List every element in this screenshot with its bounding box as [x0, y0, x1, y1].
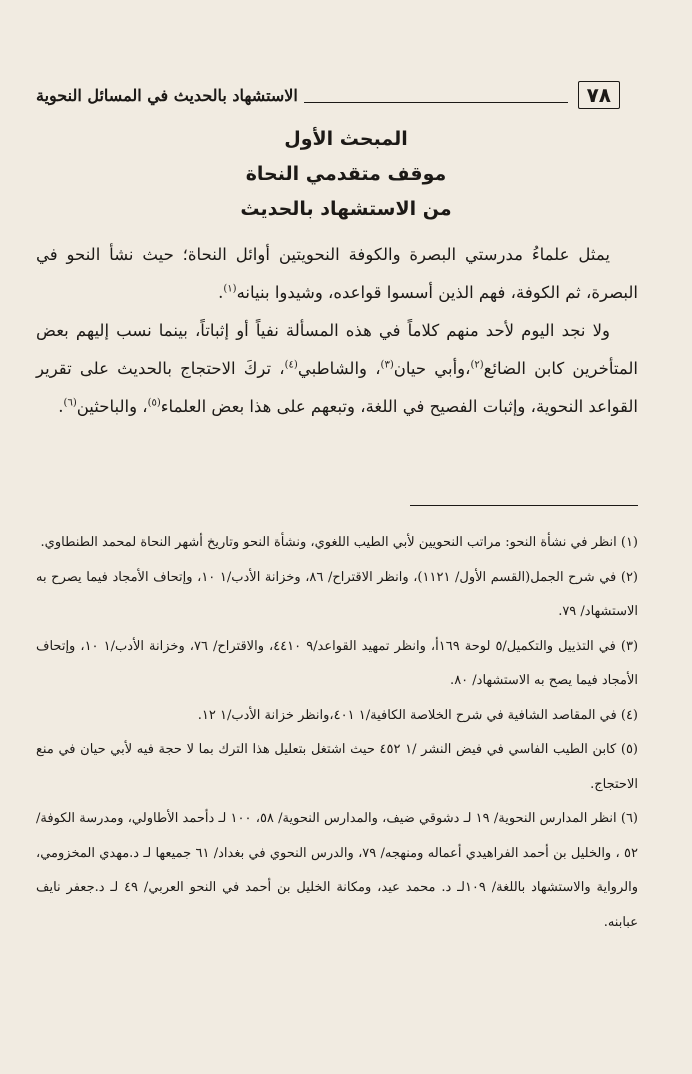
- footnote-6: (٦) انظر المدارس النحوية/ ١٩ لـ دشوقي ضيف، والمدارس النحوية/ ٥٨، ١٠٠ لـ دأحمد الأطاولي، ومدرسة الكوفة/ ٥٢ ، والخليل بن أحمد الفراهيدي أعماله ومنهجه/ ٧٩، والدرس النحوي في بغداد/ ٦١ جميعها لـ د.مهدي المخزومي، والرواية والاستشهاد باللغة/ ١٠٩لـ د. محمد عيد، ومكانة الخليل بن أحمد في النحو العربي/ ٤٩ لـ د.جعفر نايف عبابنه.: [36, 811, 638, 930]
- footnote-ref-1[interactable]: (١): [223, 283, 237, 295]
- paragraph-1: يمثل علماءُ مدرستي البصرة والكوفة النحويتين أوائل النحاة؛ حيث نشأ النحو في البصرة، ثم الكوفة، فهم الذين أسسوا قواعده، وشيدوا بنيانه$^{(١)}$.: [36, 245, 638, 302]
- footnote-1: (١) انظر في نشأة النحو: مراتب النحويين لأبي الطيب اللغوي، ونشأة النحو وتاريخ أشهر النحاة لمحمد الطنطاوي.: [40, 535, 638, 550]
- paragraph-2-text-a: ولا نجد اليوم لأحد منهم كلاماً في هذه المسألة نفياً أو إثباتاً، بينما نسب إليهم بعض المتأخرين كابن الضائع: [36, 321, 639, 378]
- body-text: [36, 236, 638, 426]
- footnote-ref-6[interactable]: (٦): [63, 397, 77, 409]
- footnote-ref-5[interactable]: (٥): [147, 397, 161, 409]
- paragraph-2-text-e: ، والباحثين: [76, 397, 148, 416]
- paragraph-2-text-d: ، تركَ الاحتجاج بالحديث على تقرير القواعد النحوية، وإثبات الفصيح في اللغة، وتبعهم على هذا بعض العلماء: [36, 359, 638, 416]
- paragraph-2-text-c: ، والشاطبي: [297, 359, 381, 378]
- footnotes: [36, 526, 638, 940]
- footnote-2: (٢) في شرح الجمل(القسم الأول/ ١١٢١)، وانظر الاقتراح/ ٨٦، وخزانة الأدب/١ ١٠، وإتحاف الأمجاد فيما يصرح به الاستشهاد/ ٧٩.: [36, 569, 638, 619]
- footnote-ref-2[interactable]: (٢): [470, 359, 484, 371]
- header-rule: [304, 102, 568, 103]
- footnote-ref-3[interactable]: (٣): [380, 359, 394, 371]
- chapter-subtitle: من الاستشهاد بالحديث: [240, 198, 452, 220]
- page-number: ٧٨: [578, 81, 620, 109]
- paragraph-2-end: .: [58, 397, 64, 416]
- footnote-4: (٤) في المقاصد الشافية في شرح الخلاصة الكافية/١ ٤٠١،وانظر خزانة الأدب/١ ١٢.: [197, 707, 638, 723]
- paragraph-2-text-b: ،وأبي حيان: [393, 359, 471, 378]
- running-title: الاستشهاد بالحديث في المسائل النحوية: [36, 85, 298, 105]
- footnote-5: (٥) كابن الطيب الفاسي في فيض النشر /١ ٤٥٢ حيث اشتغل بتعليل هذا الترك بما لا حجة فيه لأبي حيان في منع الاحتجاج.: [36, 742, 638, 792]
- chapter-title: موقف متقدمي النحاة: [245, 163, 447, 185]
- paragraph-1-text: يمثل علماءُ مدرستي البصرة والكوفة النحويتين أوائل النحاة؛ حيث نشأ النحو في البصرة، ثم الكوفة، فهم الذين أسسوا قواعده، وشيدوا بنيانه: [36, 245, 638, 302]
- running-header: [36, 80, 620, 110]
- footnote-3: (٣) في التذييل والتكميل/٥ لوحة ١٦٩أ، وانظر تمهيد القواعد/٩ ٤٤١٠، والاقتراح/ ٧٦، وخزانة الأدب/١ ١٠، وإتحاف الأمجاد فيما يصح به الاستشهاد/ ٨٠.: [36, 638, 639, 688]
- footnote-ref-4[interactable]: (٤): [284, 359, 298, 371]
- paragraph-2: [36, 312, 638, 426]
- footnote-separator: [410, 505, 638, 506]
- section-heading: المبحث الأول: [284, 128, 408, 150]
